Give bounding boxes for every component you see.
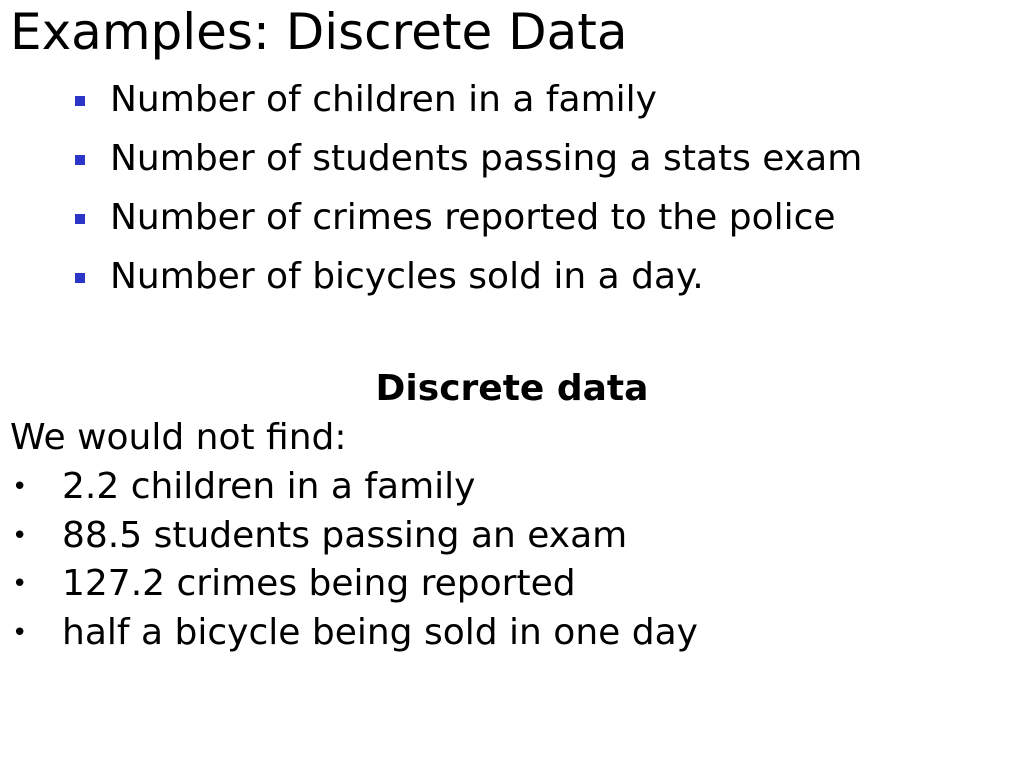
list-item-text: Number of crimes reported to the police	[110, 197, 836, 238]
section-heading: Discrete data	[375, 368, 649, 409]
list-item	[10, 512, 698, 561]
list-item-text: Number of bicycles sold in a day.	[110, 256, 704, 297]
round-bullet-icon: •	[12, 520, 28, 551]
list-item-text: Number of students passing a stats exam	[110, 138, 863, 179]
square-bullet-icon	[75, 96, 85, 106]
square-bullet-icon	[75, 273, 85, 283]
list-item	[72, 78, 862, 137]
list-item	[10, 463, 698, 512]
list-item-text: 127.2 crimes being reported	[62, 563, 576, 604]
slide-title: Examples: Discrete Data	[10, 3, 628, 61]
list-item-text: Number of children in a family	[110, 79, 657, 120]
list-item	[10, 609, 698, 658]
list-item	[72, 255, 862, 314]
list-item	[72, 196, 862, 255]
list-item-text: 2.2 children in a family	[62, 466, 476, 507]
list-item-text: 88.5 students passing an exam	[62, 514, 628, 556]
list-item-text: half a bicycle being sold in one day	[62, 611, 698, 653]
square-bullet-icon	[75, 155, 85, 165]
round-bullet-icon: •	[12, 617, 28, 648]
counterexamples-list	[10, 463, 698, 657]
examples-list	[72, 78, 862, 314]
square-bullet-icon	[75, 214, 85, 224]
round-bullet-icon: •	[12, 472, 28, 502]
round-bullet-icon: •	[12, 569, 28, 599]
intro-text: We would not find:	[10, 417, 347, 458]
list-item	[72, 137, 862, 196]
list-item	[10, 560, 698, 609]
